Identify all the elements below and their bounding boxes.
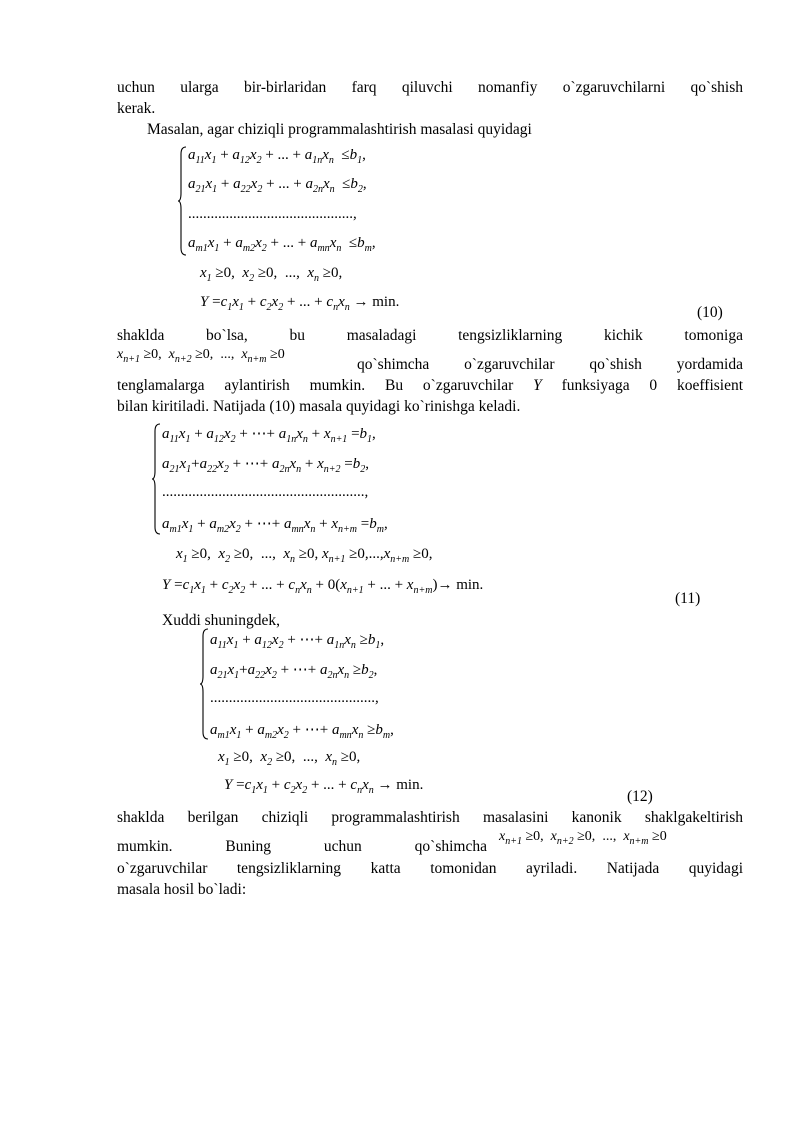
equation-nonneg: $x_1 \ge 0$, $x_2 \ge 0$, ..., $x_n \ge 0$, $x_{n+1} \ge 0,...,x_{n+m} \ge 0$, [176,546,433,565]
paragraph-line: qo`shimcha o`zgaruvchilar qo`shish yordamida [357,356,743,373]
inline-slack-constraints: $x_{n+1} \ge 0$, $x_{n+2} \ge 0$, ..., $x_{n+m} \ge 0$ [499,829,667,847]
paragraph-line: bilan kiritiladi. Natijada (10) masala quyidagi ko`rinishga keladi. [117,398,521,415]
equation-objective: $Y =c_1x_1 + c_2x_2$ + ... + $c_nx_n \to \min$. [224,777,424,796]
equation-row: $a_{m1}x_1 + a_{m2}x_2$ + ... + $a_{mn}x_n \le b_m$, [188,235,376,254]
paragraph-line: masala hosil bo`ladi: [117,881,247,898]
equation-row: $a_{11}x_1 + a_{12}x_2$ + ⋯+ $a_{1n}x_n \ge b_1$, [210,632,385,651]
equation-row: $a_{21}x_1 + a_{22}x_2$ + ... + $a_{2n}x_n \le b_2$, [188,176,367,195]
equation-objective: $Y =c_1x_1 + c_2x_2$ + ... + $c_nx_n \to \min$. [200,294,400,313]
equation-row: $a_{21}x_1+a_{22}x_2$ + ⋯+ $a_{2n}x_n + x_{n+2} =b_2$, [162,456,370,475]
inline-slack-constraints: $x_{n+1} \ge 0$, $x_{n+2} \ge 0$, ..., $x_{n+m} \ge 0$ [117,347,285,365]
equation-row: $a_{m1}x_1 + a_{m2}x_2$ + ⋯+ $a_{mn}x_n + x_{n+m} =b_m$, [162,516,388,535]
left-brace-icon [152,423,162,535]
left-brace-icon [178,146,188,256]
equation-objective: $Y =c_1x_1 + c_2x_2$ + ... + $c_nx_n + 0(x_{n+1}$ + ... + $x_{n+m})\to \min$. [162,577,484,596]
equation-dots: ............................................, [210,690,379,706]
paragraph-line: shaklda bo`lsa, bu masaladagi tengsizliklarning kichik tomoniga [117,327,743,344]
equation-nonneg: $x_1 \ge 0$, $x_2 \ge 0$, ..., $x_n \ge 0$, [200,265,343,284]
equation-number: (12) [627,788,653,805]
equation-number: (11) [675,590,701,607]
paragraph-line: tenglamalarga aylantirish mumkin. Bu o`zgaruvchilar Y funksiyaga 0 koeffisient [117,377,744,394]
equation-row: $a_{11}x_1 + a_{12}x_2$ + ... + $a_{1n}x_n \le b_1$, [188,147,366,166]
paragraph-line: Xuddi shuningdek, [162,612,280,629]
equation-row: $a_{m1}x_1 + a_{m2}x_2$ + ⋯+ $a_{mn}x_n \ge b_m$, [210,722,394,741]
equation-number: (10) [697,304,723,321]
equation-row: $a_{21}x_1+a_{22}x_2$ + ⋯+ $a_{2n}x_n \ge b_2$, [210,662,378,681]
paragraph-line: Masalan, agar chiziqli programmalashtirish masalasi quyidagi [147,121,532,138]
equation-row: $a_{11}x_1 + a_{12}x_2$ + ⋯+ $a_{1n}x_n + x_{n+1} =b_1$, [162,426,376,445]
left-brace-icon [200,628,210,740]
paragraph-line: kerak. [117,100,156,117]
paragraph-line: o`zgaruvchilar tengsizliklarning katta tomonidan ayriladi. Natijada quyidagi [117,860,743,877]
equation-nonneg: $x_1 \ge 0$, $x_2 \ge 0$, ..., $x_n \ge 0$, [218,749,361,768]
paragraph-line: uchun ularga bir-birlaridan farq qiluvchi nomanfiy o`zgaruvchilarni qo`shish [117,79,743,96]
paragraph-line: mumkin. Buning uchun qo`shimcha [117,838,487,855]
paragraph-line: shaklda berilgan chiziqli programmalashtirish masalasini kanonik shaklgakeltirish [117,809,743,826]
equation-dots: ............................................, [188,206,357,222]
equation-dots: ......................................................, [162,484,369,500]
